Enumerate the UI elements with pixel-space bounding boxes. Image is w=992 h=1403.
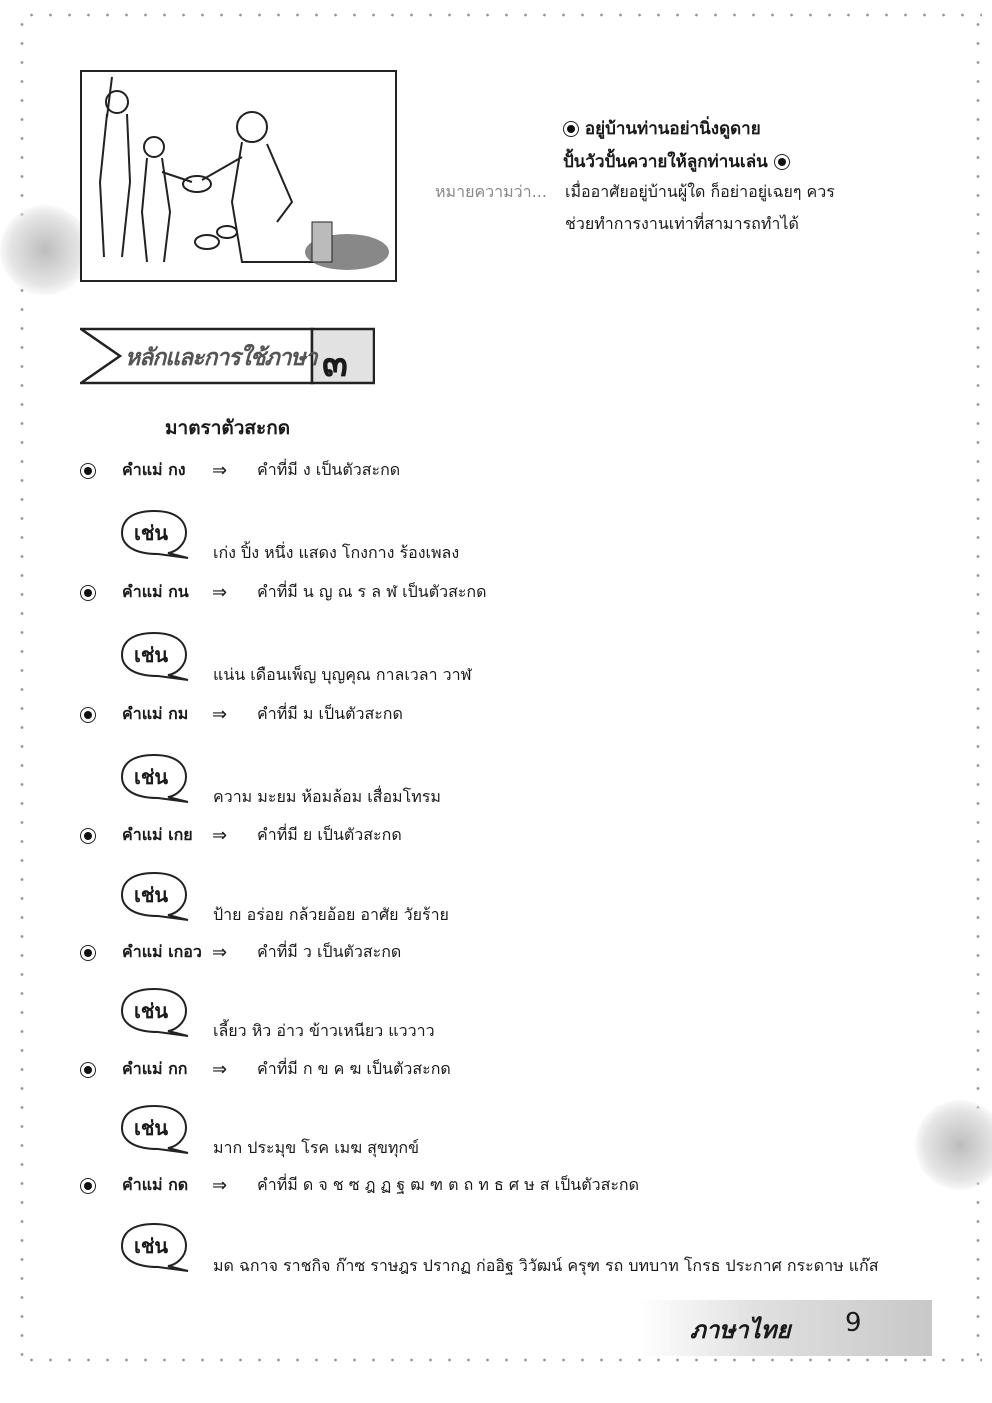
example-words: ความ มะยม ห้อมล้อม เสื่อมโทรม <box>213 787 441 806</box>
rule-row <box>80 823 402 848</box>
bullet-icon <box>80 945 96 961</box>
bullet-icon <box>80 828 96 844</box>
example-label: เช่น <box>134 521 169 545</box>
bullet-icon <box>774 154 790 170</box>
rule-row <box>80 940 401 965</box>
example-words: เก่ง ปิ้ง หนึ่ง แสดง โกงกาง ร้องเพลง <box>213 543 460 562</box>
rule-label: คำแม่ กน <box>122 582 189 601</box>
rule-label: คำแม่ กม <box>122 704 189 723</box>
bullet-icon <box>563 121 579 137</box>
example-label: เช่น <box>134 1234 169 1258</box>
illustration-boy-making-clay-buffalo <box>80 70 397 282</box>
rule-description: คำที่มี ง เป็นตัวสะกด <box>257 460 401 479</box>
decorative-shadow <box>915 1100 992 1190</box>
bullet-icon <box>80 585 96 601</box>
rule-row <box>80 1173 639 1198</box>
rule-description: คำที่มี ย เป็นตัวสะกด <box>257 825 402 844</box>
rule-row <box>80 702 403 727</box>
example-label: เช่น <box>134 643 169 667</box>
arrow-icon: ⇒ <box>212 704 228 725</box>
example-words: แน่น เดือนเพ็ญ บุญคุณ กาลเวลา วาฬ <box>213 665 472 684</box>
example-label: เช่น <box>134 999 169 1023</box>
rule-label: คำแม่ กด <box>122 1175 189 1194</box>
rule-description: คำที่มี ก ข ค ฆ เป็นตัวสะกด <box>257 1059 451 1078</box>
meaning-line-2: ช่วยทำการงานเท่าที่สามารถทำได้ <box>565 214 799 233</box>
arrow-icon: ⇒ <box>212 825 228 846</box>
dotted-border-bottom <box>22 1358 982 1362</box>
proverb-line-1 <box>563 115 761 142</box>
section-title: หลักและการใช้ภาษา <box>125 345 317 371</box>
arrow-icon: ⇒ <box>212 1175 228 1196</box>
rule-description: คำที่มี ด จ ช ซ ฎ ฏ ฐ ฒ ฑ ต ถ ท ธ ศ ษ ส เป็นตัวสะกด <box>257 1175 640 1194</box>
section-number: ๓ <box>322 341 348 385</box>
rule-label: คำแม่ กง <box>122 460 186 479</box>
arrow-icon: ⇒ <box>212 1059 228 1080</box>
bullet-icon <box>80 1178 96 1194</box>
subheading: มาตราตัวสะกด <box>165 417 291 439</box>
rule-description: คำที่มี ว เป็นตัวสะกด <box>257 942 402 961</box>
rule-label: คำแม่ กก <box>122 1059 188 1078</box>
dotted-border-top <box>22 13 982 17</box>
rule-row <box>80 458 400 483</box>
example-words: ป้าย อร่อย กล้วยอ้อย อาศัย วัยร้าย <box>213 905 449 924</box>
proverb-line-2 <box>563 148 790 175</box>
proverb-text: อยู่บ้านท่านอย่านิ่งดูดาย <box>584 119 761 139</box>
footer-subject: ภาษาไทย <box>690 1316 791 1344</box>
arrow-icon: ⇒ <box>212 460 228 481</box>
example-label: เช่น <box>134 765 169 789</box>
example-words: มด ฉกาจ ราชกิจ ก๊าซ ราษฎร ปรากฏ ก่ออิฐ วิวัฒน์ ครุฑ รถ บทบาท โกรธ ประกาศ กระดาษ แก๊ส <box>213 1256 879 1275</box>
example-words: เลี้ยว หิว อ่าว ข้าวเหนียว แววาว <box>213 1021 435 1040</box>
bullet-icon <box>80 1062 96 1078</box>
arrow-icon: ⇒ <box>212 582 228 603</box>
rule-row <box>80 1057 451 1082</box>
bullet-icon <box>80 463 96 479</box>
proverb-text: ปั้นวัวปั้นควายให้ลูกท่านเล่น <box>563 152 768 172</box>
decorative-shadow <box>0 205 90 295</box>
page-number: 9 <box>845 1308 862 1338</box>
rule-description: คำที่มี น ญ ณ ร ล ฬ เป็นตัวสะกด <box>257 582 487 601</box>
example-label: เช่น <box>134 883 169 907</box>
meaning-label: หมายความว่า... <box>435 182 547 201</box>
example-words: มาก ประมุข โรค เมฆ สุขทุกข์ <box>213 1138 420 1157</box>
meaning-line-1: เมื่ออาศัยอยู่บ้านผู้ใด ก็อย่าอยู่เฉยๆ ควร <box>565 182 835 201</box>
rule-label: คำแม่ เกย <box>122 825 193 844</box>
example-label: เช่น <box>134 1116 169 1140</box>
rule-label: คำแม่ เกอว <box>122 942 202 961</box>
arrow-icon: ⇒ <box>212 942 228 963</box>
rule-row <box>80 580 487 605</box>
rule-description: คำที่มี ม เป็นตัวสะกด <box>257 704 403 723</box>
bullet-icon <box>80 707 96 723</box>
